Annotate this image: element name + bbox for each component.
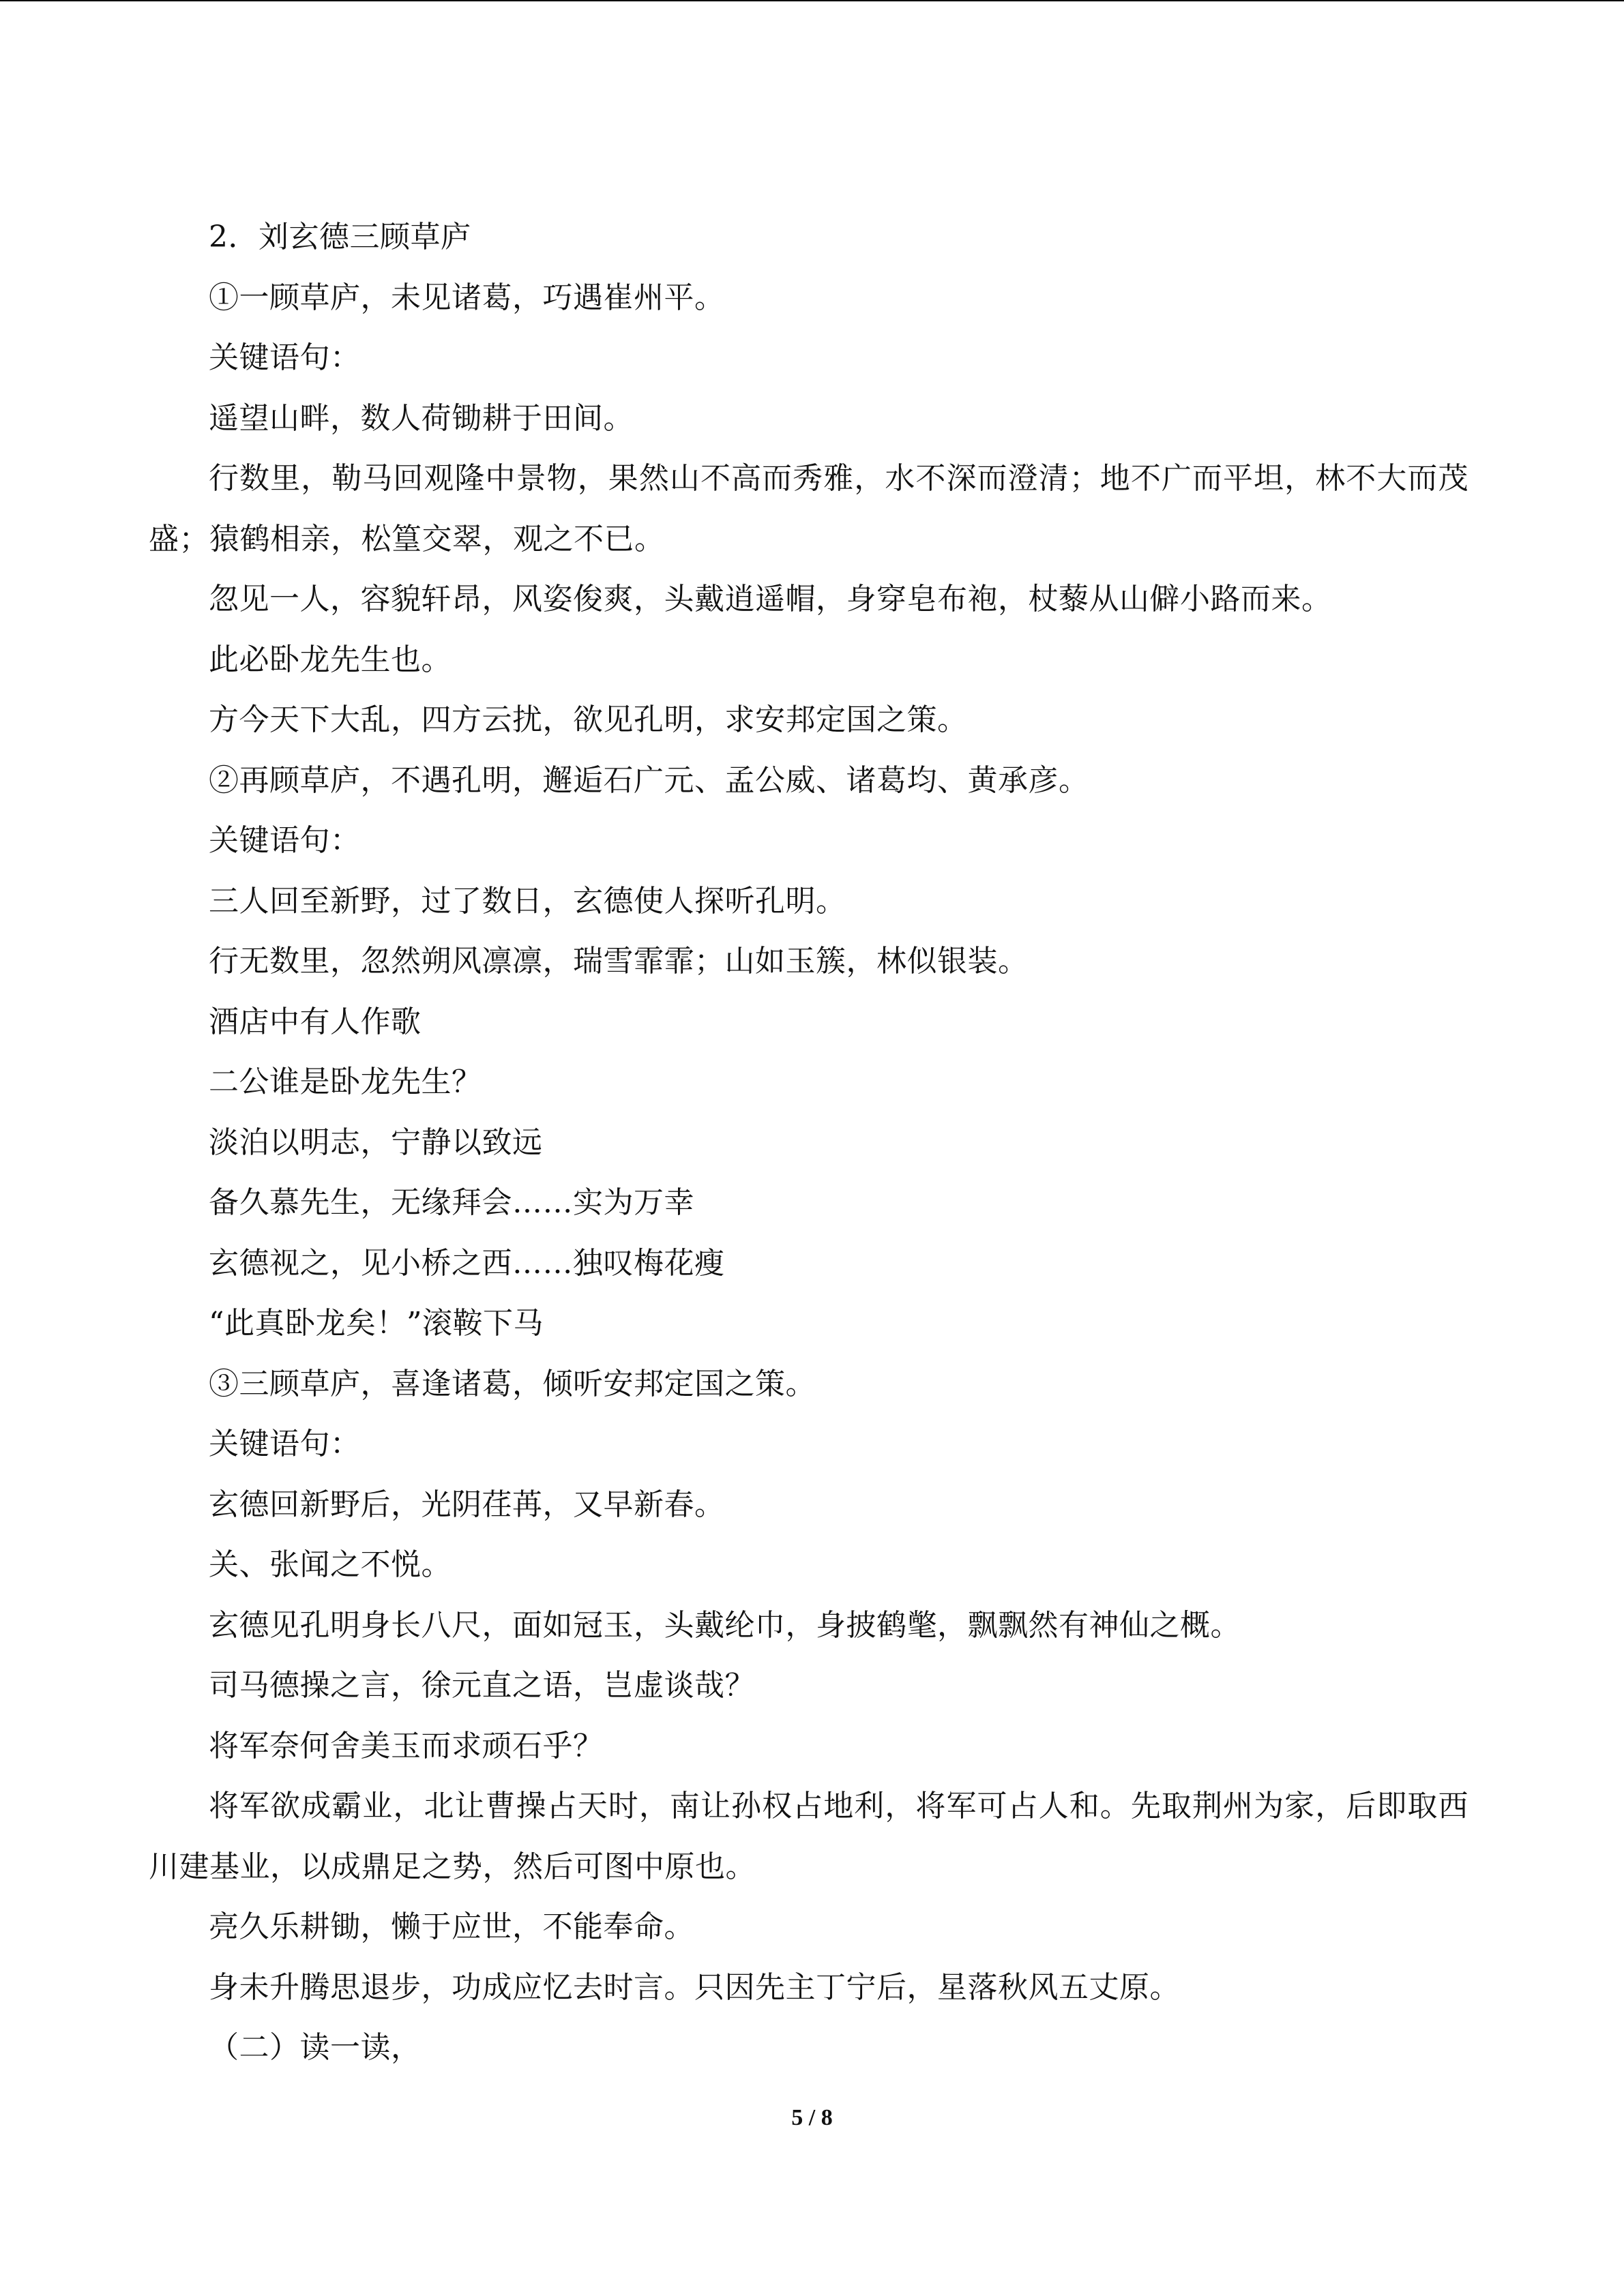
key-sentence: “此真卧龙矣！”滚鞍下马 [209,1306,544,1341]
key-sentence: 三人回至新野，过了数日，玄德使人探听孔明。 [209,883,846,919]
key-sentence: 玄德视之，见小桥之西……独叹梅花瘦 [209,1245,725,1281]
section-heading: 2．刘玄德三顾草庐 [209,220,471,254]
key-sentences-label: 关键语句： [209,823,361,858]
key-sentence: 将军奈何舍美玉而求顽石乎？ [209,1728,604,1763]
key-sentence: 遥望山畔，数人荷锄耕于田间。 [209,400,634,436]
key-sentence: 淡泊以明志，宁静以致远 [209,1124,543,1160]
key-sentence: 将军欲成霸业，北让曹操占天时，南让孙权占地利，将军可占人和。先取荆州为家，后即取西川建基业，以成鼎足之势，然后可图中原也。 [149,1789,1468,1884]
key-sentence: 此必卧龙先生也。 [209,642,452,677]
key-sentence: 方今天下大乱，四方云扰，欲见孔明，求安邦定国之策。 [209,702,968,737]
key-sentence: 身未升腾思退步，功成应忆去时言。只因先主丁宁后，星落秋风五丈原。 [209,1969,1180,2005]
key-sentence: 备久慕先生，无缘拜会……实为万幸 [209,1185,694,1220]
page-number: 5 / 8 [791,2105,833,2130]
key-sentence: 亮久乐耕锄，懒于应世，不能奉命。 [209,1909,694,1944]
key-sentence: 行数里，勒马回观隆中景物，果然山不高而秀雅，水不深而澄清；地不广而平坦，林不大而茂盛；猿鹤相亲，松篁交翠，观之不已。 [149,461,1468,556]
subsection-heading: ②再顾草庐，不遇孔明，邂逅石广元、孟公威、诸葛均、黄承彦。 [209,762,1089,798]
section-heading: （二）读一读， [209,2030,422,2065]
key-sentences-label: 关键语句： [209,1427,361,1461]
document-body [149,207,1468,2078]
key-sentence: 关、张闻之不悦。 [209,1547,452,1582]
subsection-heading: ③三顾草庐，喜逢诸葛，倾听安邦定国之策。 [209,1366,816,1401]
subsection-heading: ①一顾草庐，未见诸葛，巧遇崔州平。 [209,280,725,315]
key-sentence: 玄德见孔明身长八尺，面如冠玉，头戴纶巾，身披鹤氅，飘飘然有神仙之概。 [209,1607,1241,1643]
key-sentence: 酒店中有人作歌 [209,1004,422,1039]
key-sentence: 忽见一人，容貌轩昂，风姿俊爽，头戴逍遥帽，身穿皂布袍，杖藜从山僻小路而来。 [209,582,1332,616]
key-sentences-label: 关键语句： [209,340,361,375]
key-sentence: 行无数里，忽然朔风凛凛，瑞雪霏霏；山如玉簇，林似银装。 [209,944,1029,979]
key-sentence: 玄德回新野后，光阴荏苒，又早新春。 [209,1487,725,1522]
key-sentence: 二公谁是卧龙先生？ [209,1064,482,1099]
key-sentence: 司马德操之言，徐元直之语，岂虚谈哉？ [209,1668,755,1703]
